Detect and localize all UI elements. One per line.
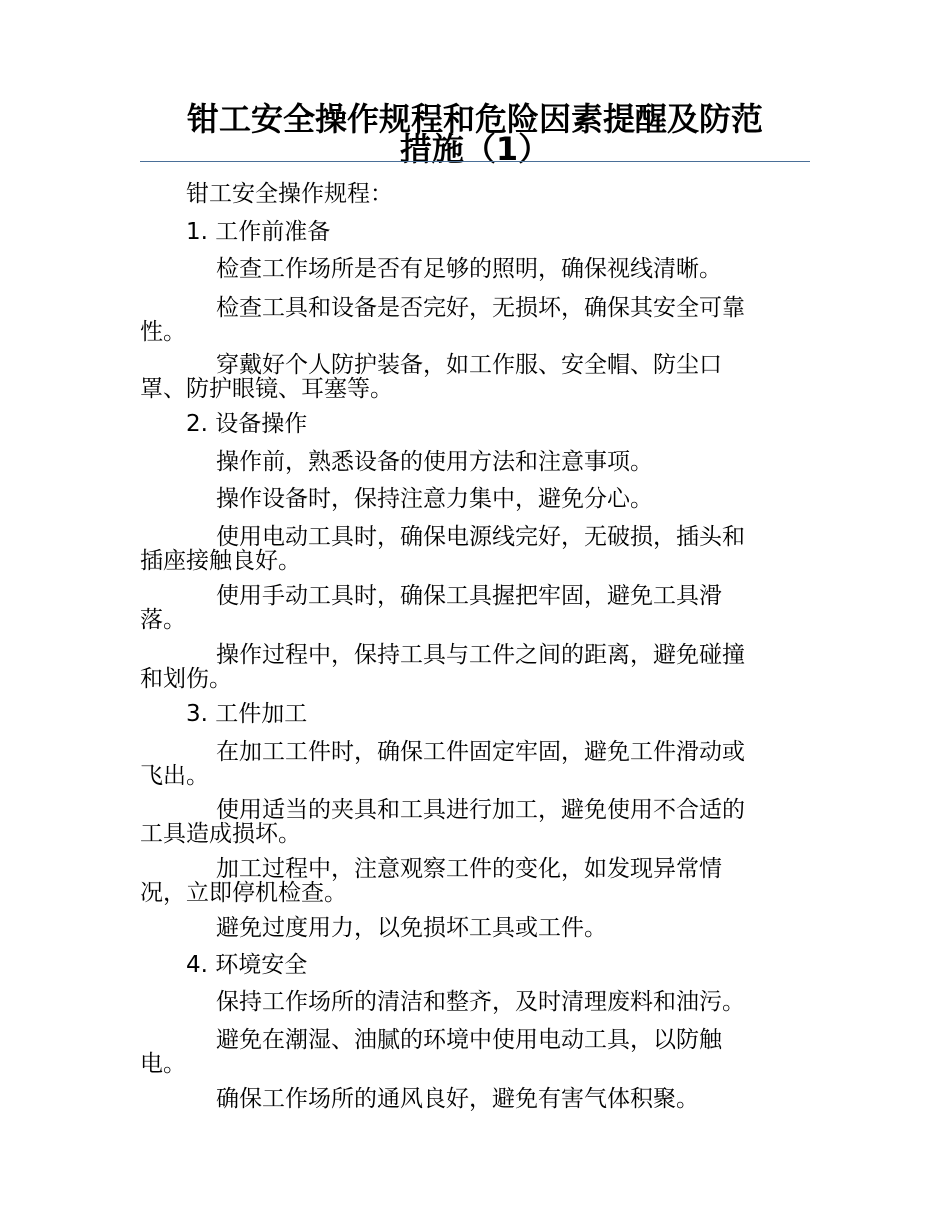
list-item: 避免在潮湿、油腻的环境中使用电动工具，以防触 电。 bbox=[140, 1027, 722, 1077]
section-heading: 2. 设备操作 bbox=[186, 411, 308, 437]
list-item: 保持工作场所的清洁和整齐，及时清理废料和油污。 bbox=[216, 989, 745, 1015]
list-item: 加工过程中，注意观察工件的变化，如发现异常情 况，立即停机检查。 bbox=[140, 856, 722, 906]
title-divider bbox=[140, 161, 810, 162]
section-heading: 3. 工件加工 bbox=[186, 701, 308, 727]
list-item: 操作设备时，保持注意力集中，避免分心。 bbox=[216, 486, 653, 512]
list-item: 检查工作场所是否有足够的照明，确保视线清晰。 bbox=[216, 256, 722, 282]
title-line-1: 钳工安全操作规程和危险因素提醒及防范 bbox=[186, 100, 763, 138]
list-item: 检查工具和设备是否完好，无损坏，确保其安全可靠 性。 bbox=[140, 295, 745, 345]
list-item: 在加工工件时，确保工件固定牢固，避免工件滑动或 飞出。 bbox=[140, 739, 745, 789]
list-item: 使用适当的夹具和工具进行加工，避免使用不合适的 工具造成损坏。 bbox=[140, 797, 745, 847]
list-item: 穿戴好个人防护装备，如工作服、安全帽、防尘口 罩、防护眼镜、耳塞等。 bbox=[140, 352, 722, 402]
title-line-2: 措施（1） bbox=[399, 130, 551, 168]
list-item: 操作过程中，保持工具与工件之间的距离，避免碰撞 和划伤。 bbox=[140, 642, 745, 692]
intro-text: 钳工安全操作规程： bbox=[186, 181, 393, 207]
section-heading: 1. 工作前准备 bbox=[186, 219, 331, 245]
list-item: 避免过度用力，以免损坏工具或工件。 bbox=[216, 915, 607, 941]
list-item: 操作前，熟悉设备的使用方法和注意事项。 bbox=[216, 449, 653, 475]
section-heading: 4. 环境安全 bbox=[186, 952, 308, 978]
list-item: 使用手动工具时，确保工具握把牢固，避免工具滑 落。 bbox=[140, 583, 722, 633]
list-item: 确保工作场所的通风良好，避免有害气体积聚。 bbox=[216, 1086, 699, 1112]
document-title bbox=[140, 100, 810, 168]
list-item: 使用电动工具时，确保电源线完好，无破损，插头和 插座接触良好。 bbox=[140, 524, 745, 574]
